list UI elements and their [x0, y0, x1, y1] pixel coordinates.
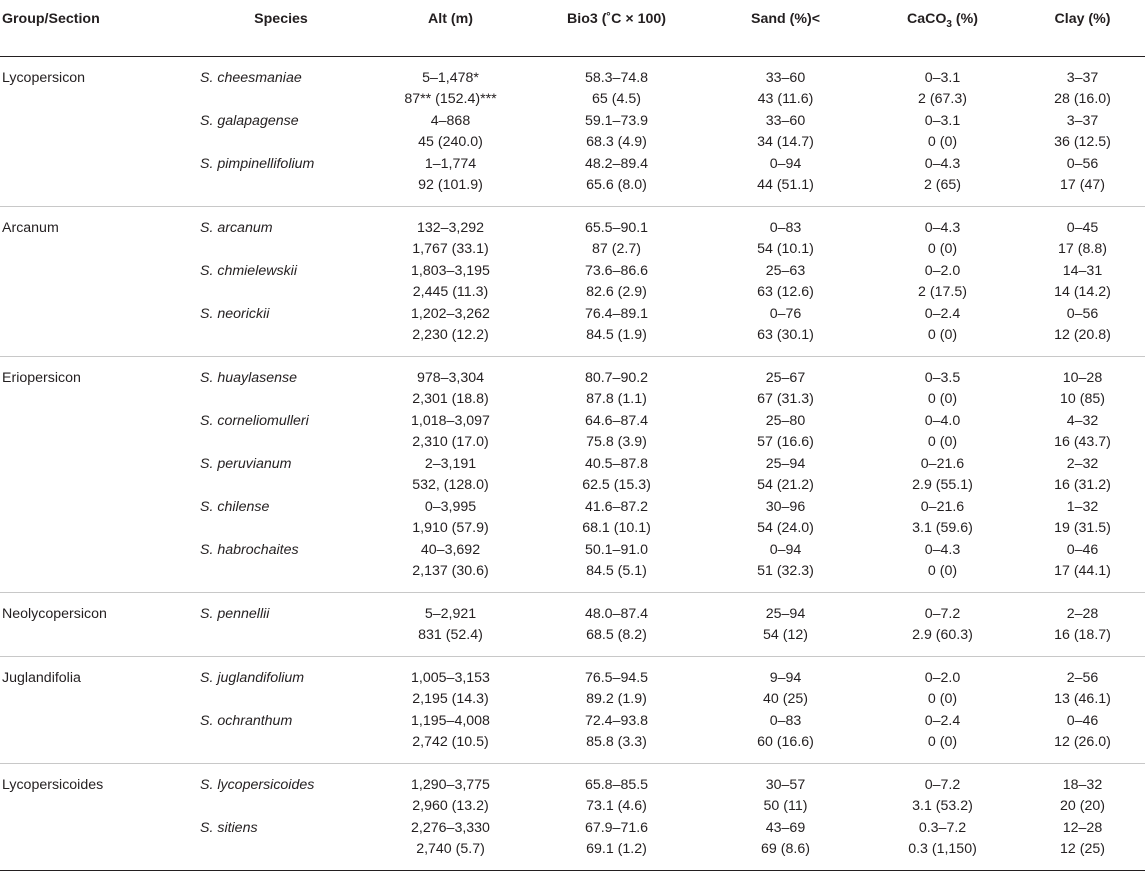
bio3-value-cell: 48.2–89.4	[584, 155, 649, 172]
table-row	[0, 325, 1145, 356]
species-name-cell: S. juglandifolium	[200, 669, 305, 686]
group-name-cell: Arcanum	[2, 219, 59, 236]
group-section	[0, 206, 1145, 356]
table-row	[0, 540, 1145, 562]
clay-value-cell: 16 (31.2)	[1054, 477, 1111, 493]
group-name-cell	[0, 454, 188, 476]
table-row	[0, 154, 1145, 176]
caco3-value-cell: 0 (0)	[865, 561, 1020, 592]
alt-value-cell: 132–3,292	[416, 219, 485, 236]
caco3-value-cell: 3.1 (53.2)	[912, 798, 973, 814]
species-name-cell: S. galapagense	[200, 112, 299, 129]
bio3-value-cell: 87 (2.7)	[592, 241, 641, 257]
alt-value-cell: 45 (240.0)	[418, 134, 483, 150]
header-alt: Alt (m)	[374, 0, 527, 56]
group-name-cell	[0, 325, 188, 356]
caco3-value-cell: 0–4.0	[924, 412, 961, 429]
caco3-value-cell: 0.3–7.2	[918, 819, 967, 836]
bio3-value-cell: 75.8 (3.9)	[586, 434, 647, 450]
bio3-value-cell: 68.3 (4.9)	[586, 134, 647, 150]
bio3-value-cell: 76.5–94.5	[584, 669, 649, 686]
species-name-cell	[188, 389, 374, 411]
table-row	[0, 206, 1145, 239]
alt-value-cell: 1,910 (57.9)	[412, 520, 489, 536]
bio3-value-cell: 59.1–73.9	[584, 112, 649, 129]
bio3-value-cell: 65.5–90.1	[584, 219, 649, 236]
alt-value-cell: 2,276–3,330	[411, 819, 490, 836]
alt-value-cell: 5–1,478*	[422, 69, 479, 86]
species-name-cell	[188, 796, 374, 818]
species-name-cell: S. chilense	[200, 498, 270, 515]
clay-value-cell: 12–28	[1062, 819, 1103, 836]
bio3-value-cell: 85.8 (3.3)	[527, 732, 706, 763]
sand-value-cell: 43 (11.6)	[757, 91, 814, 107]
clay-value-cell: 3–37	[1066, 112, 1099, 129]
table-row	[0, 656, 1145, 689]
clay-value-cell: 3–37	[1066, 69, 1099, 86]
species-name-cell: S. huaylasense	[200, 369, 298, 386]
caco3-value-cell: 0 (0)	[927, 241, 958, 257]
bio3-value-cell: 41.6–87.2	[584, 498, 649, 515]
clay-value-cell: 18–32	[1062, 776, 1103, 793]
group-name-cell: Neolycopersicon	[2, 605, 107, 622]
alt-value-cell: 1,005–3,153	[411, 669, 490, 686]
caco3-value-cell: 0–4.3	[924, 219, 961, 236]
sand-value-cell: 69 (8.6)	[706, 839, 865, 870]
alt-value-cell: 2,301 (18.8)	[412, 391, 489, 407]
sand-value-cell: 67 (31.3)	[757, 391, 814, 407]
species-name-cell	[188, 282, 374, 304]
table-row	[0, 497, 1145, 519]
sand-value-cell: 44 (51.1)	[706, 175, 865, 206]
group-name-cell: Lycopersicon	[2, 69, 86, 86]
sand-value-cell: 9–94	[769, 669, 802, 686]
species-name-cell: S. sitiens	[200, 819, 258, 836]
sand-value-cell: 25–94	[765, 455, 806, 472]
clay-value-cell: 0–56	[1066, 305, 1099, 322]
group-name-cell	[0, 282, 188, 304]
alt-value-cell: 2,310 (17.0)	[412, 434, 489, 450]
table-row	[0, 796, 1145, 818]
sand-value-cell: 0–83	[769, 712, 802, 729]
sand-value-cell: 57 (16.6)	[757, 434, 814, 450]
header-species: Species	[188, 0, 374, 56]
caco3-value-cell: 0–3.5	[924, 369, 961, 386]
caco3-value-cell: 0–7.2	[924, 776, 961, 793]
group-name-cell	[0, 475, 188, 497]
table-row	[0, 518, 1145, 540]
alt-value-cell: 2,445 (11.3)	[412, 284, 489, 300]
clay-value-cell: 10 (85)	[1060, 391, 1105, 407]
species-name-cell: S. pennellii	[200, 605, 270, 622]
bio3-value-cell: 40.5–87.8	[584, 455, 649, 472]
group-name-cell	[0, 175, 188, 206]
caco3-value-cell: 0 (0)	[865, 732, 1020, 763]
clay-value-cell: 16 (18.7)	[1020, 625, 1145, 656]
table-row	[0, 432, 1145, 454]
header-caco3-text: CaCO	[907, 11, 947, 27]
bio3-value-cell: 65.6 (8.0)	[527, 175, 706, 206]
sand-value-cell: 33–60	[765, 112, 806, 129]
bio3-value-cell: 68.5 (8.2)	[527, 625, 706, 656]
group-name-cell: Juglandifolia	[2, 669, 81, 686]
group-name-cell	[0, 304, 188, 326]
header-clay: Clay (%)	[1020, 0, 1145, 56]
table-row	[0, 625, 1145, 656]
group-name-cell	[0, 625, 188, 656]
species-name-cell	[188, 839, 374, 870]
alt-value-cell: 87** (152.4)***	[404, 91, 497, 107]
species-name-cell: S. habrochaites	[200, 541, 299, 558]
group-name-cell	[0, 540, 188, 562]
bio3-value-cell: 64.6–87.4	[584, 412, 649, 429]
bio3-value-cell: 84.5 (5.1)	[527, 561, 706, 592]
sand-value-cell: 33–60	[765, 69, 806, 86]
group-name-cell	[0, 239, 188, 261]
alt-value-cell: 4–868	[430, 112, 471, 129]
table-row	[0, 282, 1145, 304]
group-name-cell	[0, 389, 188, 411]
sand-value-cell: 50 (11)	[763, 798, 808, 814]
species-name-cell	[188, 239, 374, 261]
group-name-cell	[0, 154, 188, 176]
bio3-value-cell: 58.3–74.8	[584, 69, 649, 86]
bio3-value-cell: 48.0–87.4	[584, 605, 649, 622]
caco3-value-cell: 0 (0)	[927, 691, 958, 707]
clay-value-cell: 36 (12.5)	[1054, 134, 1111, 150]
alt-value-cell: 92 (101.9)	[374, 175, 527, 206]
sand-value-cell: 54 (12)	[706, 625, 865, 656]
caco3-value-cell: 0–3.1	[924, 112, 961, 129]
group-name-cell	[0, 796, 188, 818]
bio3-value-cell: 73.6–86.6	[584, 262, 649, 279]
header-sand: Sand (%)<	[706, 0, 865, 56]
alt-value-cell: 5–2,921	[424, 605, 477, 622]
caco3-value-cell: 0 (0)	[927, 134, 958, 150]
table-row	[0, 356, 1145, 389]
group-section	[0, 592, 1145, 656]
caco3-value-cell: 0–21.6	[920, 498, 965, 515]
bio3-value-cell: 67.9–71.6	[584, 819, 649, 836]
table-row	[0, 592, 1145, 625]
clay-value-cell: 20 (20)	[1060, 798, 1105, 814]
alt-value-cell: 1,018–3,097	[411, 412, 490, 429]
table-row	[0, 689, 1145, 711]
group-name-cell	[0, 132, 188, 154]
clay-value-cell: 14 (14.2)	[1054, 284, 1111, 300]
clay-value-cell: 13 (46.1)	[1054, 691, 1111, 707]
sand-value-cell: 43–69	[765, 819, 806, 836]
clay-value-cell: 2–28	[1066, 605, 1099, 622]
sand-value-cell: 54 (24.0)	[757, 520, 814, 536]
alt-value-cell: 2–3,191	[424, 455, 477, 472]
species-name-cell: S. cheesmaniae	[200, 69, 302, 86]
alt-value-cell: 2,960 (13.2)	[412, 798, 489, 814]
alt-value-cell: 1,290–3,775	[411, 776, 490, 793]
group-section	[0, 356, 1145, 592]
species-name-cell	[188, 432, 374, 454]
clay-value-cell: 19 (31.5)	[1054, 520, 1111, 536]
sand-value-cell: 30–57	[765, 776, 806, 793]
table-row	[0, 111, 1145, 133]
caco3-value-cell: 0.3 (1,150)	[865, 839, 1020, 870]
table-row	[0, 711, 1145, 733]
alt-value-cell: 1,803–3,195	[411, 262, 490, 279]
alt-value-cell: 0–3,995	[424, 498, 477, 515]
alt-value-cell: 1,202–3,262	[411, 305, 490, 322]
header-caco3-unit: (%)	[951, 11, 978, 27]
alt-value-cell: 2,195 (14.3)	[412, 691, 489, 707]
species-name-cell	[188, 132, 374, 154]
group-name-cell: Lycopersicoides	[2, 776, 104, 793]
table-row	[0, 818, 1145, 840]
group-name-cell: Eriopersicon	[2, 369, 81, 386]
alt-value-cell: 1,195–4,008	[411, 712, 490, 729]
alt-value-cell: 2,230 (12.2)	[374, 325, 527, 356]
clay-value-cell: 0–56	[1066, 155, 1099, 172]
alt-value-cell: 1,767 (33.1)	[412, 241, 489, 257]
clay-value-cell: 16 (43.7)	[1054, 434, 1111, 450]
header-group-section: Group/Section	[0, 0, 188, 56]
bio3-value-cell: 84.5 (1.9)	[527, 325, 706, 356]
group-name-cell	[0, 432, 188, 454]
group-name-cell	[0, 839, 188, 870]
sand-value-cell: 25–67	[765, 369, 806, 386]
alt-value-cell: 831 (52.4)	[374, 625, 527, 656]
alt-value-cell: 2,137 (30.6)	[374, 561, 527, 592]
clay-value-cell: 17 (44.1)	[1020, 561, 1145, 592]
species-name-cell	[188, 518, 374, 540]
clay-value-cell: 10–28	[1062, 369, 1103, 386]
species-name-cell: S. lycopersicoides	[200, 776, 315, 793]
bio3-value-cell: 73.1 (4.6)	[586, 798, 647, 814]
clay-value-cell: 0–46	[1066, 541, 1099, 558]
clay-value-cell: 28 (16.0)	[1054, 91, 1111, 107]
sand-value-cell: 0–76	[769, 305, 802, 322]
table-row	[0, 56, 1145, 89]
caco3-value-cell: 2 (17.5)	[918, 284, 967, 300]
table-row	[0, 763, 1145, 796]
species-name-cell: S. chmielewskii	[200, 262, 297, 279]
sand-value-cell: 0–83	[769, 219, 802, 236]
species-name-cell: S. ochranthum	[200, 712, 293, 729]
clay-value-cell: 12 (20.8)	[1020, 325, 1145, 356]
species-name-cell	[188, 325, 374, 356]
caco3-value-cell: 0 (0)	[865, 325, 1020, 356]
bio3-value-cell: 80.7–90.2	[584, 369, 649, 386]
table-row	[0, 239, 1145, 261]
clay-value-cell: 2–56	[1066, 669, 1099, 686]
header-caco3	[865, 0, 1020, 56]
group-section	[0, 763, 1145, 870]
alt-value-cell: 532, (128.0)	[412, 477, 489, 493]
group-name-cell	[0, 732, 188, 763]
species-name-cell: S. neorickii	[200, 305, 270, 322]
table-row	[0, 411, 1145, 433]
clay-value-cell: 12 (26.0)	[1020, 732, 1145, 763]
sand-value-cell: 40 (25)	[763, 691, 808, 707]
group-name-cell	[0, 261, 188, 283]
species-name-cell	[188, 625, 374, 656]
caco3-value-cell: 2 (65)	[865, 175, 1020, 206]
species-name-cell	[188, 89, 374, 111]
header-bio3: Bio3 (˚C × 100)	[527, 0, 706, 56]
sand-value-cell: 63 (12.6)	[757, 284, 814, 300]
sand-value-cell: 54 (21.2)	[757, 477, 814, 493]
bio3-value-cell: 82.6 (2.9)	[586, 284, 647, 300]
alt-value-cell: 2,740 (5.7)	[374, 839, 527, 870]
clay-value-cell: 17 (47)	[1020, 175, 1145, 206]
species-name-cell	[188, 732, 374, 763]
caco3-value-cell: 2 (67.3)	[918, 91, 967, 107]
clay-value-cell: 17 (8.8)	[1058, 241, 1107, 257]
clay-value-cell: 14–31	[1062, 262, 1103, 279]
sand-value-cell: 54 (10.1)	[757, 241, 814, 257]
group-name-cell	[0, 818, 188, 840]
group-name-cell	[0, 411, 188, 433]
bio3-value-cell: 65 (4.5)	[592, 91, 641, 107]
caco3-value-cell: 0–21.6	[920, 455, 965, 472]
species-name-cell: S. arcanum	[200, 219, 273, 236]
bio3-value-cell: 65.8–85.5	[584, 776, 649, 793]
caco3-value-cell: 2.9 (60.3)	[865, 625, 1020, 656]
header-row	[0, 0, 1145, 56]
group-name-cell	[0, 711, 188, 733]
species-name-cell: S. pimpinellifolium	[200, 155, 315, 172]
alt-value-cell: 978–3,304	[416, 369, 485, 386]
group-name-cell	[0, 89, 188, 111]
caco3-value-cell: 0–2.0	[924, 669, 961, 686]
species-name-cell	[188, 475, 374, 497]
bio3-value-cell: 76.4–89.1	[584, 305, 649, 322]
table-row	[0, 304, 1145, 326]
caco3-value-cell: 0–3.1	[924, 69, 961, 86]
table-row	[0, 732, 1145, 763]
alt-value-cell: 2,742 (10.5)	[374, 732, 527, 763]
caco3-value-cell: 0–2.4	[924, 712, 961, 729]
sand-value-cell: 25–63	[765, 262, 806, 279]
group-section	[0, 656, 1145, 763]
species-name-cell: S. peruvianum	[200, 455, 292, 472]
alt-value-cell: 1–1,774	[424, 155, 477, 172]
clay-value-cell: 4–32	[1066, 412, 1099, 429]
bio3-value-cell: 89.2 (1.9)	[586, 691, 647, 707]
bio3-value-cell: 68.1 (10.1)	[582, 520, 651, 536]
sand-value-cell: 60 (16.6)	[706, 732, 865, 763]
table-row	[0, 175, 1145, 206]
sand-value-cell: 63 (30.1)	[706, 325, 865, 356]
clay-value-cell: 0–45	[1066, 219, 1099, 236]
group-name-cell	[0, 497, 188, 519]
caco3-value-cell: 0 (0)	[927, 391, 958, 407]
group-name-cell	[0, 111, 188, 133]
caco3-value-cell: 0–4.3	[924, 155, 961, 172]
group-name-cell	[0, 561, 188, 592]
species-name-cell	[188, 561, 374, 592]
bio3-value-cell: 50.1–91.0	[584, 541, 649, 558]
clay-value-cell: 12 (25)	[1020, 839, 1145, 870]
bio3-value-cell: 69.1 (1.2)	[527, 839, 706, 870]
caco3-value-cell: 0–2.4	[924, 305, 961, 322]
table-header	[0, 0, 1145, 56]
clay-value-cell: 0–46	[1066, 712, 1099, 729]
species-name-cell	[188, 689, 374, 711]
species-name-cell: S. corneliomulleri	[200, 412, 309, 429]
group-name-cell	[0, 518, 188, 540]
clay-value-cell: 1–32	[1066, 498, 1099, 515]
table-row	[0, 475, 1145, 497]
sand-value-cell: 34 (14.7)	[757, 134, 814, 150]
caco3-value-cell: 3.1 (59.6)	[912, 520, 973, 536]
caco3-value-cell: 2.9 (55.1)	[912, 477, 973, 493]
header-caco3-subscript: 3	[946, 18, 952, 30]
table-row	[0, 89, 1145, 111]
alt-value-cell: 40–3,692	[420, 541, 481, 558]
bio3-value-cell: 62.5 (15.3)	[582, 477, 651, 493]
table-row	[0, 839, 1145, 870]
caco3-value-cell: 0 (0)	[927, 434, 958, 450]
table-row	[0, 454, 1145, 476]
table-row	[0, 261, 1145, 283]
sand-value-cell: 0–94	[769, 155, 802, 172]
sand-value-cell: 25–94	[765, 605, 806, 622]
sand-value-cell: 51 (32.3)	[706, 561, 865, 592]
table-row	[0, 561, 1145, 592]
table-row	[0, 132, 1145, 154]
bio3-value-cell: 72.4–93.8	[584, 712, 649, 729]
caco3-value-cell: 0–7.2	[924, 605, 961, 622]
clay-value-cell: 2–32	[1066, 455, 1099, 472]
group-section	[0, 56, 1145, 206]
bio3-value-cell: 87.8 (1.1)	[586, 391, 647, 407]
caco3-value-cell: 0–2.0	[924, 262, 961, 279]
sand-value-cell: 30–96	[765, 498, 806, 515]
group-name-cell	[0, 689, 188, 711]
sand-value-cell: 25–80	[765, 412, 806, 429]
species-name-cell	[188, 175, 374, 206]
sand-value-cell: 0–94	[769, 541, 802, 558]
table-row	[0, 389, 1145, 411]
caco3-value-cell: 0–4.3	[924, 541, 961, 558]
